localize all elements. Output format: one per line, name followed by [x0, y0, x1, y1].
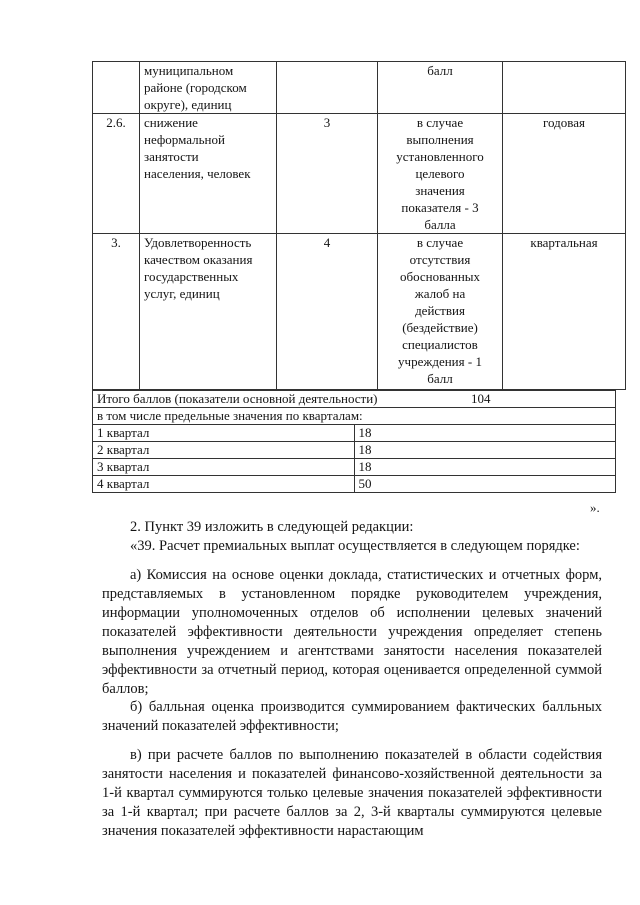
- condition-cell: в случае отсутствия обоснованных жалоб на действия (бездействие) специалистов учреждения - 1 балл: [378, 234, 503, 390]
- quarter-label: 4 квартал: [93, 476, 355, 493]
- paragraph-v: в) при расчете баллов по выполнению показателей в области содействия занятости населения и показателей финансово-хозяйственной деятельности за 1-й квартал суммируются только целевые значения показателей эффективности за 1-й квартал; при расчете баллов за 2, 3-й кварталы суммируются целевые значения показателей эффективности нарастающим: [102, 747, 602, 839]
- points-cell: 3: [277, 114, 378, 234]
- quarter-value: 50: [354, 476, 616, 493]
- total-value: 104: [471, 391, 491, 406]
- quarter-row: [93, 442, 616, 459]
- total-row: [93, 391, 616, 408]
- paragraph-a-block: [102, 566, 602, 699]
- quarter-label: 3 квартал: [93, 459, 355, 476]
- condition-cell: балл: [378, 62, 503, 114]
- quarter-value: 18: [354, 459, 616, 476]
- summary-table: [92, 390, 616, 493]
- indicators-table: [92, 61, 626, 390]
- total-cell: [93, 391, 616, 408]
- quarter-value: 18: [354, 425, 616, 442]
- quarters-heading-row: [93, 408, 616, 425]
- period-cell: квартальная: [503, 234, 626, 390]
- paragraph-b: б) балльная оценка производится суммированием фактических балльных значений показателей эффективности;: [102, 699, 602, 734]
- period-cell: годовая: [503, 114, 626, 234]
- quarter-label: 1 квартал: [93, 425, 355, 442]
- period-cell: [503, 62, 626, 114]
- quarter-row: [93, 459, 616, 476]
- indicator-name: Удовлетворенность качеством оказания государственных услуг, единиц: [140, 234, 277, 390]
- closing-quote: ».: [590, 500, 600, 515]
- indicator-name: снижение неформальной занятости населения, человек: [140, 114, 277, 234]
- table-row: [93, 114, 626, 234]
- quarters-heading: в том числе предельные значения по кварталам:: [93, 408, 616, 425]
- indicator-name: муниципальном районе (городском округе), единиц: [140, 62, 277, 114]
- item-2-heading: 2. Пункт 39 изложить в следующей редакции:: [130, 519, 414, 535]
- table-row: [93, 62, 626, 114]
- row-number: [93, 62, 140, 114]
- total-label: Итого баллов (показатели основной деятельности): [97, 391, 378, 406]
- quarter-label: 2 квартал: [93, 442, 355, 459]
- item-39-heading: «39. Расчет премиальных выплат осуществляется в следующем порядке:: [130, 538, 580, 554]
- quarter-value: 18: [354, 442, 616, 459]
- body-text: [102, 518, 602, 556]
- quarter-row: [93, 476, 616, 493]
- table-row: [93, 234, 626, 390]
- points-cell: [277, 62, 378, 114]
- paragraph-a: а) Комиссия на основе оценки доклада, статистических и отчетных форм, представляемых в установленном порядке руководителем учреждения, информации уполномоченных отделов об исполнении целевых значений показателей эффективности деятельности учреждения определяет степень выполнения учреждением и агентствами занятости населения показателей эффективности за отчетный период, которая оценивается определенной суммой баллов;: [102, 567, 602, 697]
- points-cell: 4: [277, 234, 378, 390]
- condition-cell: в случае выполнения установленного целевого значения показателя - 3 балла: [378, 114, 503, 234]
- row-number: 2.6.: [93, 114, 140, 234]
- quarter-row: [93, 425, 616, 442]
- paragraph-b-block: [102, 698, 602, 736]
- paragraph-v-block: [102, 746, 602, 841]
- row-number: 3.: [93, 234, 140, 390]
